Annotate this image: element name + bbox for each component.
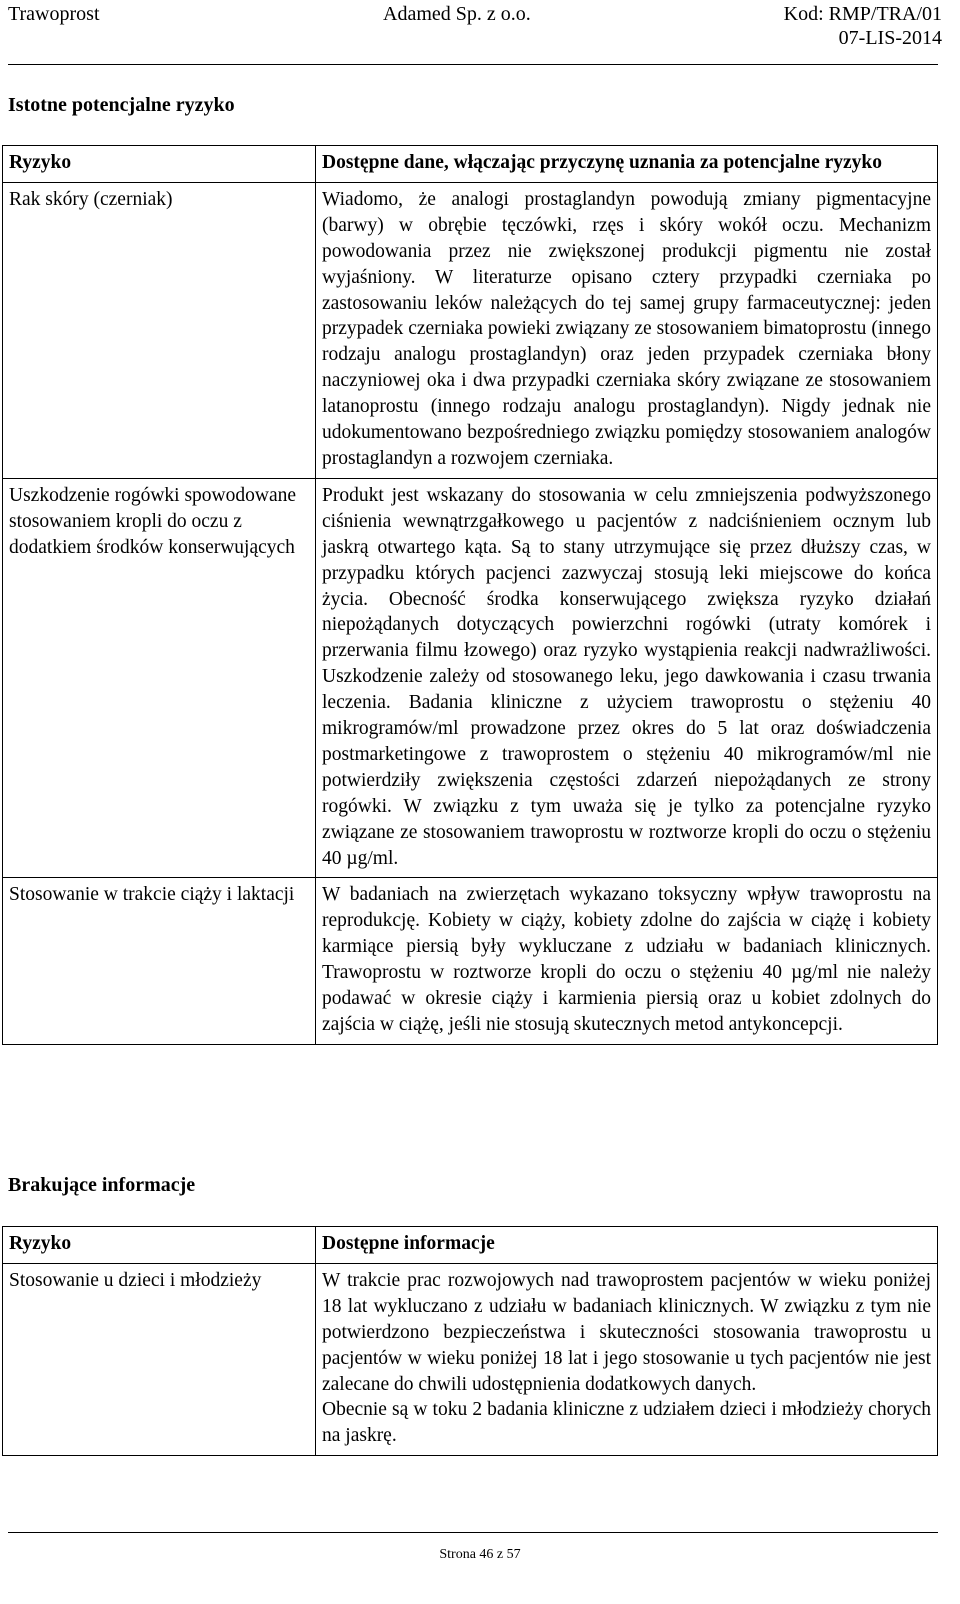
data-cell: Wiadomo, że analogi prostaglandyn powodują zmiany pigmentacyjne (barwy) w obrębie tęczówki, rzęs i skóry wokół oczu. Mechanizm powodowania przez nie zwiększonej produkcji pigmentu nie został wyjaśniony. W literaturze opisano cztery przypadki czerniaka po zastosowaniu leków należących do tej samej grupy farmaceutycznej: jeden przypadek czerniaka powieki związany ze stosowaniem bimatoprostu (innego rodzaju analogu prostaglandyn) oraz jeden przypadek czerniaka błony naczyniowej oka i dwa przypadki czerniaka skóry związane ze stosowaniem latanoprostu (innego rodzaju analogu prostaglandyn). Nigdy jednak nie udokumentowano bezpośredniego związku pomiędzy stosowaniem analogów prostaglandyn a rozwojem czerniaka. (316, 182, 938, 478)
header-rule (8, 64, 938, 65)
header-doc-info (784, 2, 942, 50)
page-number: Strona 46 z 57 (439, 1547, 521, 1562)
section-title-potential-risks: Istotne potencjalne ryzyko (8, 94, 235, 116)
page-header (0, 0, 960, 50)
info-paragraph: Obecnie są w toku 2 badania kliniczne z udziałem dzieci i młodzieży chorych na jaskrę. (322, 1399, 931, 1447)
header-company: Adamed Sp. z o.o. (383, 3, 531, 25)
table-row (3, 182, 938, 478)
table-header-row (3, 1227, 938, 1264)
table-row (3, 478, 938, 878)
section-title-missing-information: Brakujące informacje (8, 1174, 196, 1196)
header-product-name: Trawoprost (8, 3, 100, 25)
data-cell: Produkt jest wskazany do stosowania w celu zmniejszenia podwyższonego ciśnienia wewnątrzgałkowego u pacjentów z nadciśnieniem ocznym lub jaskrą otwartego kąta. Są to stany utrzymujące się przez dłuższy czas, w przypadku których pacjenci zazwyczaj stosują leki miejscowe do końca życia. Obecność środka konserwującego zwiększa ryzyko działań niepożądanych dotyczących powierzchni rogówki (utraty komórek i przerwania filmu łzowego) oraz ryzyko wystąpienia reakcji nadwrażliwości. Uszkodzenie zależy od stosowanego leku, jego dawkowania i czasu trwania leczenia. Badania kliniczne z użyciem trawoprostu o stężeniu 40 mikrogramów/ml prowadzone przez okres do 5 lat oraz doświadczenia postmarketingowe z trawoprostem o stężeniu 40 mikrogramów/ml nie potwierdziły zwiększenia częstości zdarzeń niepożądanych ze strony rogówki. W związku z tym uważa się je tylko za potencjalne ryzyko związane ze stosowaniem trawoprostu w roztworze kropli do oczu o stężeniu 40 µg/ml. (316, 478, 938, 878)
risk-cell: Stosowanie u dzieci i młodzieży (3, 1263, 316, 1455)
column-header-info: Dostępne informacje (316, 1227, 938, 1264)
missing-information-table (2, 1226, 938, 1456)
potential-risks-table (2, 145, 938, 1045)
risk-cell: Rak skóry (czerniak) (3, 182, 316, 478)
data-cell (316, 1263, 938, 1455)
table-header-row (3, 146, 938, 183)
risk-cell: Uszkodzenie rogówki spowodowane stosowaniem kropli do oczu z dodatkiem środków konserwujących (3, 478, 316, 878)
column-header-risk: Ryzyko (3, 1227, 316, 1264)
data-cell: W badaniach na zwierzętach wykazano toksyczny wpływ trawoprostu na reprodukcję. Kobiety w ciąży, kobiety zdolne do zajścia w ciążę i kobiety karmiące piersią były wykluczane z udziału w badaniach klinicznych. Trawoprostu w roztworze kropli do oczu o stężeniu 40 µg/ml nie należy podawać w okresie ciąży i karmienia piersią oraz u kobiet zdolnych do zajścia w ciążę, jeśli nie stosują skutecznych metod antykoncepcji. (316, 878, 938, 1044)
header-doc-date: 07-LIS-2014 (838, 27, 942, 49)
info-paragraph: W trakcie prac rozwojowych nad trawoprostem pacjentów w wieku poniżej 18 lat wykluczano z udziału w badaniach klinicznych. W związku z tym nie potwierdzono bezpieczeństwa i skuteczności stosowania trawoprostu u pacjentów w wieku poniżej 18 lat i jego stosowanie u tych pacjentów nie jest zalecane do chwili udostępnienia dodatkowych danych. (322, 1269, 931, 1395)
column-header-data: Dostępne dane, włączając przyczynę uznania za potencjalne ryzyko (316, 146, 938, 183)
footer-rule (8, 1532, 938, 1533)
column-header-risk: Ryzyko (3, 146, 316, 183)
table-row (3, 1263, 938, 1455)
header-doc-code: Kod: RMP/TRA/01 (783, 3, 942, 25)
table-row (3, 878, 938, 1044)
risk-cell: Stosowanie w trakcie ciąży i laktacji (3, 878, 316, 1044)
